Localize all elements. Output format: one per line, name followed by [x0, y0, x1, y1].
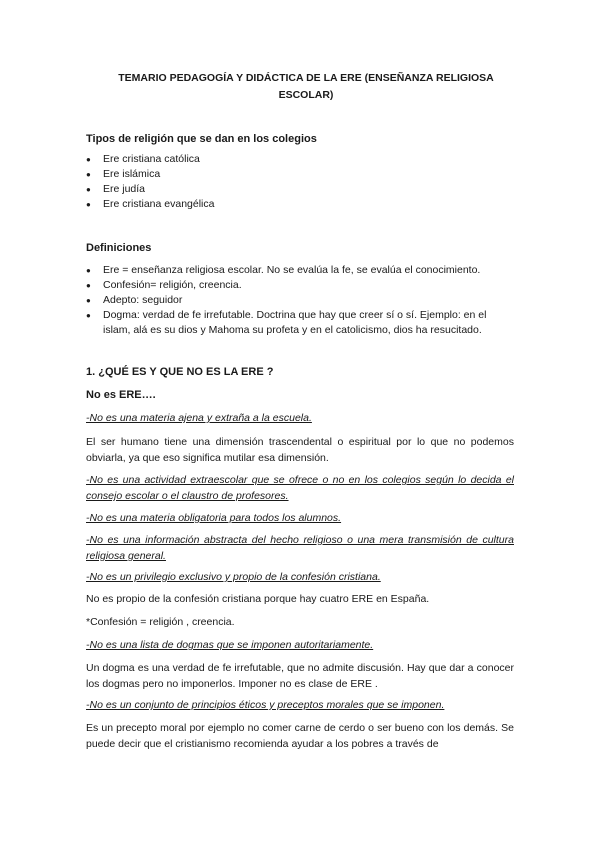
types-heading: Tipos de religión que se dan en los colegios — [86, 133, 317, 145]
paragraph: -No es una actividad extraescolar que se ofrece o no en los colegios según lo decida el consejo escolar o el claustro de profesores. — [86, 474, 514, 502]
paragraph: El ser humano tiene una dimensión trascendental o espiritual por lo que no podemos obviarla, ya que eso significa mutilar esa dimensión. — [86, 436, 514, 464]
definitions-list — [86, 263, 516, 338]
list-item: ● Ere islámica — [86, 167, 516, 182]
paragraph: -No es una materia ajena y extraña a la escuela. — [86, 412, 312, 424]
paragraph: *Confesión = religión , creencia. — [86, 616, 235, 628]
paragraph: No es propio de la confesión cristiana porque hay cuatro ERE en España. — [86, 593, 430, 605]
section-heading: 1. ¿QUÉ ES Y QUE NO ES LA ERE ? — [86, 366, 274, 378]
list-item: ● Ere cristiana católica — [86, 152, 516, 167]
paragraph: Un dogma es una verdad de fe irrefutable, que no admite discusión. Hay que dar a conocer los dogmas pero no imponerlos. Imponer no es clase de ERE . — [86, 662, 514, 690]
paragraph: Es un precepto moral por ejemplo no comer carne de cerdo o ser bueno con los demás. Se puede decir que el cristianismo recomienda ayudar a los pobres a través de — [86, 722, 514, 750]
list-item: ● Adepto: seguidor — [86, 293, 516, 308]
paragraph: -No es un conjunto de principios éticos y preceptos morales que se imponen. — [86, 699, 445, 711]
paragraph: -No es una materia obligatoria para todos los alumnos. — [86, 512, 342, 524]
list-item: ● Ere judía — [86, 182, 516, 197]
definitions-heading: Definiciones — [86, 242, 152, 254]
list-item: ● Ere cristiana evangélica — [86, 197, 516, 212]
section-subheading: No es ERE…. — [86, 389, 156, 401]
paragraph: -No es un privilegio exclusivo y propio de la confesión cristiana. — [86, 571, 381, 583]
list-item: ● Ere = enseñanza religiosa escolar. No se evalúa la fe, se evalúa el conocimiento. — [86, 263, 516, 278]
paragraph: -No es una lista de dogmas que se imponen autoritariamente. — [86, 639, 374, 651]
document-title: TEMARIO PEDAGOGÍA Y DIDÁCTICA DE LA ERE (ENSEÑANZA RELIGIOSA ESCOLAR) — [118, 72, 494, 101]
types-list — [86, 152, 516, 212]
list-item: ● Dogma: verdad de fe irrefutable. Doctrina que hay que creer sí o sí. Ejemplo: en el islam, alá es su dios y Mahoma su profeta y en el catolicismo, dios ha resucitado. — [86, 308, 516, 338]
paragraph: -No es una información abstracta del hecho religioso o una mera transmisión de cultura religiosa general. — [86, 534, 514, 562]
list-item: ● Confesión= religión, creencia. — [86, 278, 516, 293]
